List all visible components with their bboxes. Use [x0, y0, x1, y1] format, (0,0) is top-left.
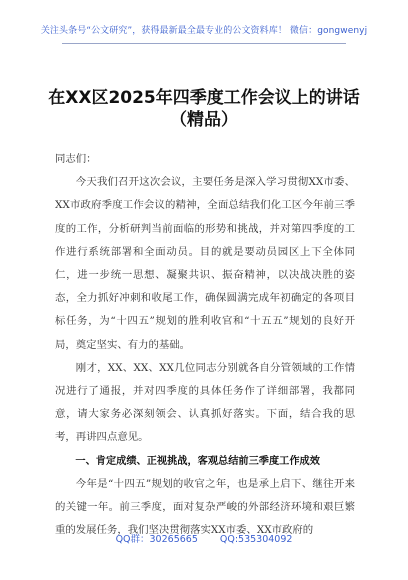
header-divider — [62, 43, 346, 44]
footer-contact — [0, 531, 408, 545]
title-line-main: 在XX区2025年四季度工作会议上的讲话 — [48, 88, 360, 108]
header-promo-note: 关注头条号“公文研究”，获得最新最全最专业的公文资料库！ 微信：gongwenyj — [40, 26, 368, 36]
document-title — [0, 87, 408, 131]
footer-qq-number: QQ:535304092 — [219, 534, 293, 545]
paragraph-intro: 今天我们召开这次会议，主要任务是深入学习贯彻XX市委、XX市政府季度工作会议的精神，全面总结我们化工区今年前三季度的工作，分析研判当前面临的形势和挑战，并对第四季度的工作进行系统部署和全面动员。目的就是要动员园区上下全体同仁，进一步统一思想、凝聚共识、振奋精神，以决战决胜的姿态，全力抓好冲刺和收尾工作，确保圆满完成年初确定的各项目标任务，为“十四五”规划的胜利收官和“十五五”规划的良好开局，奠定坚实、有力的基础。 — [55, 176, 355, 351]
section-heading-1: 一、肯定成绩、正视挑战，客观总结前三季度工作成效 — [75, 455, 320, 467]
paragraph-arrangement: 刚才，XX、XX、XX几位同志分别就各自分管领域的工作情况进行了通报，并对四季度的具体任务作了详细部署，我都同意，请大家务必深刻领会、认真抓好落实。下面，结合我的思考，再讲四点意见。 — [55, 361, 355, 444]
footer-qq-group: QQ群：30265665 — [115, 534, 198, 545]
paragraph-section1: 今年是“十四五”规划的收官之年，也是承上启下、继往开来的关键一年。前三季度，面对复杂严峻的外部经济环境和艰巨繁重的发展任务，我们坚决贯彻落实XX市委、XX市政府的 — [55, 477, 355, 537]
document-body — [55, 148, 355, 542]
salutation: 同志们： — [55, 153, 97, 165]
title-line-suffix: （精品） — [170, 110, 238, 130]
